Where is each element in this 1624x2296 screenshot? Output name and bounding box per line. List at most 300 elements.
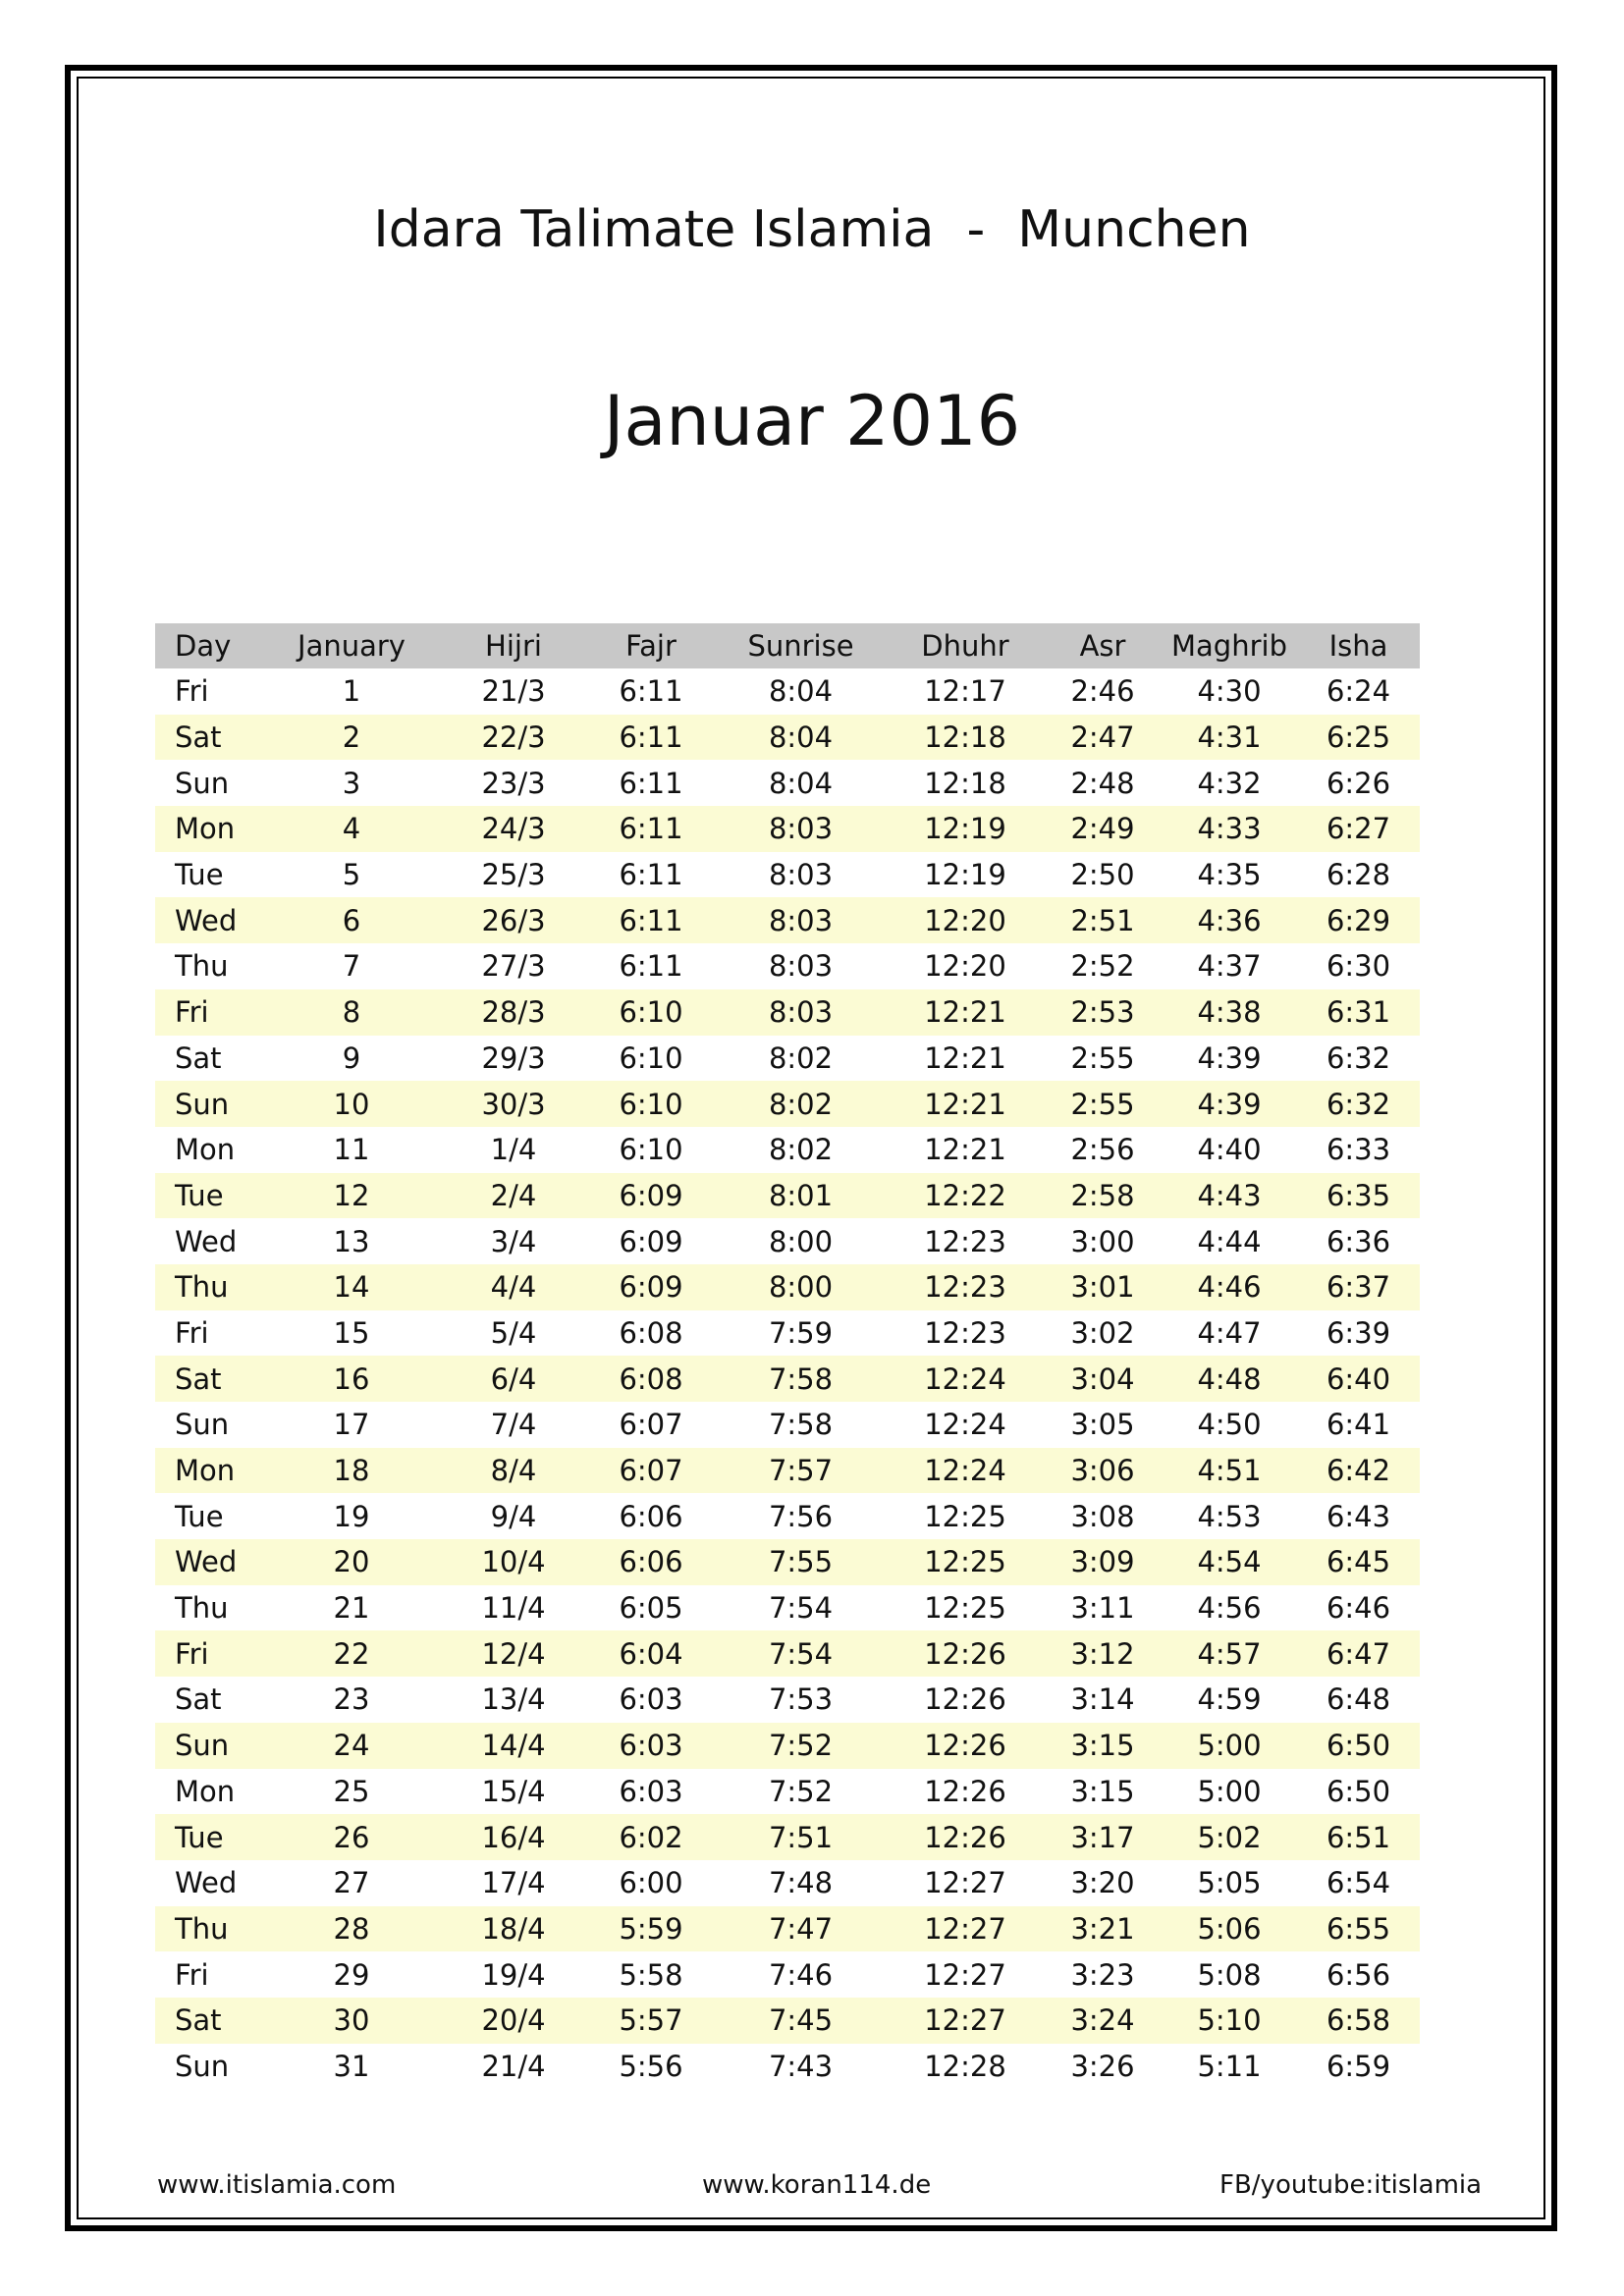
sunrise-cell: 7:55: [715, 1539, 887, 1585]
table-row: [155, 989, 1420, 1036]
dhuhr-cell: 12:19: [887, 806, 1044, 852]
hijri-cell: 9/4: [490, 1499, 537, 1533]
day-cell: Fri: [155, 1630, 263, 1677]
isha-cell: 6:48: [1326, 1682, 1391, 1717]
table-row: [155, 943, 1420, 989]
sunrise-cell: 7:47: [715, 1906, 887, 1952]
dhuhr-cell: 12:25: [924, 1499, 1006, 1533]
day-cell: Sat: [155, 1998, 263, 2044]
fajr-cell: 6:10: [587, 1081, 715, 1127]
hijri-cell: 17/4: [481, 1866, 546, 1900]
sunrise-cell: 7:54: [768, 1591, 834, 1626]
maghrib-cell: 4:59: [1197, 1682, 1262, 1717]
table-row: [155, 1906, 1420, 1952]
table-row: [155, 1448, 1420, 1494]
isha-cell: 6:35: [1297, 1173, 1420, 1219]
hijri-cell: 30/3: [440, 1081, 587, 1127]
hijri-cell: 10/4: [440, 1539, 587, 1585]
dhuhr-cell: 12:20: [924, 949, 1006, 984]
day-cell: Mon: [155, 806, 263, 852]
table-row: [155, 1951, 1420, 1998]
date-cell: 6: [263, 897, 440, 943]
hijri-cell: 22/3: [440, 715, 587, 761]
asr-cell: 3:14: [1070, 1682, 1135, 1717]
date-cell: 4: [263, 806, 440, 852]
fajr-cell: 6:11: [619, 674, 683, 709]
maghrib-cell: 4:53: [1197, 1499, 1262, 1533]
isha-cell: 6:33: [1326, 1133, 1391, 1167]
sunrise-cell: 8:03: [715, 897, 887, 943]
isha-cell: 6:29: [1297, 897, 1420, 943]
table-row: [155, 1264, 1420, 1310]
day-cell: Fri: [175, 674, 209, 709]
hijri-cell: 12/4: [440, 1630, 587, 1677]
asr-cell: 3:09: [1044, 1539, 1162, 1585]
asr-cell: 3:20: [1070, 1866, 1135, 1900]
fajr-cell: 5:57: [587, 1998, 715, 2044]
fajr-cell: 6:08: [619, 1315, 683, 1350]
fajr-cell: 6:11: [619, 858, 683, 892]
day-cell: Mon: [155, 1448, 263, 1494]
asr-cell: 3:00: [1070, 1224, 1135, 1258]
table-row: [155, 1585, 1420, 1631]
sunrise-cell: 8:03: [715, 806, 887, 852]
hijri-cell: 21/3: [481, 674, 546, 709]
fajr-cell: 5:56: [619, 2049, 683, 2083]
hijri-cell: 13/4: [481, 1682, 546, 1717]
asr-cell: 3:01: [1044, 1264, 1162, 1310]
dhuhr-cell: 12:17: [924, 674, 1006, 709]
isha-cell: 6:30: [1326, 949, 1391, 984]
fajr-cell: 6:10: [619, 1041, 683, 1075]
isha-cell: 6:32: [1326, 1041, 1391, 1075]
maghrib-cell: 4:38: [1162, 989, 1297, 1036]
asr-cell: 3:26: [1070, 2049, 1135, 2083]
maghrib-cell: 5:08: [1197, 1957, 1262, 1992]
sunrise-cell: 8:00: [715, 1264, 887, 1310]
day-cell: Tue: [155, 1814, 263, 1860]
dhuhr-cell: 12:18: [924, 766, 1006, 800]
hijri-cell: 2/4: [440, 1173, 587, 1219]
hijri-cell: 25/3: [481, 858, 546, 892]
asr-cell: 3:21: [1044, 1906, 1162, 1952]
asr-cell: 3:17: [1044, 1814, 1162, 1860]
table-row: [155, 1539, 1420, 1585]
column-header-fajr: Fajr: [587, 623, 715, 668]
hijri-cell: 15/4: [481, 1774, 546, 1808]
isha-cell: 6:50: [1297, 1723, 1420, 1769]
dhuhr-cell: 12:25: [924, 1591, 1006, 1626]
column-header-dhuhr: Dhuhr: [887, 623, 1044, 668]
date-cell: 13: [333, 1224, 370, 1258]
fajr-cell: 6:11: [587, 897, 715, 943]
maghrib-cell: 4:50: [1197, 1408, 1262, 1442]
day-cell: Tue: [175, 1499, 224, 1533]
isha-cell: 6:42: [1297, 1448, 1420, 1494]
sunrise-cell: 7:45: [715, 1998, 887, 2044]
date-cell: 12: [263, 1173, 440, 1219]
date-cell: 19: [333, 1499, 370, 1533]
isha-cell: 6:37: [1297, 1264, 1420, 1310]
dhuhr-cell: 12:23: [924, 1224, 1006, 1258]
dhuhr-cell: 12:19: [924, 858, 1006, 892]
sunrise-cell: 7:48: [768, 1866, 834, 1900]
fajr-cell: 6:09: [587, 1173, 715, 1219]
day-cell: Fri: [175, 1315, 209, 1350]
maghrib-cell: 4:36: [1162, 897, 1297, 943]
isha-cell: 6:26: [1326, 766, 1391, 800]
maghrib-cell: 4:30: [1197, 674, 1262, 709]
footer-koran-website: www.koran114.de: [702, 2170, 932, 2200]
column-header-day: Day: [155, 623, 263, 668]
isha-cell: 6:40: [1297, 1356, 1420, 1402]
day-cell: Thu: [175, 949, 229, 984]
dhuhr-cell: 12:23: [887, 1264, 1044, 1310]
sunrise-cell: 7:58: [715, 1356, 887, 1402]
dhuhr-cell: 12:21: [924, 1041, 1006, 1075]
isha-cell: 6:56: [1326, 1957, 1391, 1992]
asr-cell: 2:51: [1044, 897, 1162, 943]
isha-cell: 6:46: [1326, 1591, 1391, 1626]
maghrib-cell: 4:40: [1197, 1133, 1262, 1167]
maghrib-cell: 5:00: [1197, 1774, 1262, 1808]
table-row: [155, 897, 1420, 943]
dhuhr-cell: 12:21: [924, 1133, 1006, 1167]
dhuhr-cell: 12:26: [887, 1723, 1044, 1769]
hijri-cell: 21/4: [481, 2049, 546, 2083]
fajr-cell: 5:58: [619, 1957, 683, 1992]
isha-cell: 6:36: [1326, 1224, 1391, 1258]
hijri-cell: 18/4: [440, 1906, 587, 1952]
maghrib-cell: 5:11: [1197, 2049, 1262, 2083]
day-cell: Thu: [175, 1591, 229, 1626]
isha-cell: 6:31: [1297, 989, 1420, 1036]
hijri-cell: 14/4: [440, 1723, 587, 1769]
date-cell: 24: [263, 1723, 440, 1769]
asr-cell: 2:47: [1044, 715, 1162, 761]
day-cell: Wed: [175, 1866, 238, 1900]
date-cell: 30: [263, 1998, 440, 2044]
maghrib-cell: 4:43: [1162, 1173, 1297, 1219]
maghrib-cell: 4:31: [1162, 715, 1297, 761]
day-cell: Thu: [155, 1906, 263, 1952]
hijri-cell: 1/4: [490, 1133, 537, 1167]
maghrib-cell: 4:48: [1162, 1356, 1297, 1402]
maghrib-cell: 4:51: [1162, 1448, 1297, 1494]
fajr-cell: 6:10: [619, 1133, 683, 1167]
hijri-cell: 19/4: [481, 1957, 546, 1992]
maghrib-cell: 4:37: [1197, 949, 1262, 984]
day-cell: Mon: [175, 1133, 236, 1167]
sunrise-cell: 8:02: [768, 1133, 834, 1167]
maghrib-cell: 5:02: [1162, 1814, 1297, 1860]
dhuhr-cell: 12:18: [887, 715, 1044, 761]
date-cell: 7: [342, 949, 361, 984]
fajr-cell: 6:10: [587, 989, 715, 1036]
hijri-cell: 23/3: [481, 766, 546, 800]
date-cell: 31: [333, 2049, 370, 2083]
dhuhr-cell: 12:24: [887, 1448, 1044, 1494]
table-row: [155, 1127, 1420, 1173]
date-cell: 28: [263, 1906, 440, 1952]
day-cell: Sun: [175, 2049, 230, 2083]
hijri-cell: 24/3: [440, 806, 587, 852]
date-cell: 22: [263, 1630, 440, 1677]
table-row: [155, 806, 1420, 852]
date-cell: 15: [333, 1315, 370, 1350]
date-cell: 17: [333, 1408, 370, 1442]
table-row: [155, 1402, 1420, 1448]
fajr-cell: 6:07: [619, 1408, 683, 1442]
table-header-row: [155, 623, 1420, 668]
day-cell: Tue: [155, 1173, 263, 1219]
sunrise-cell: 7:58: [768, 1408, 834, 1442]
table-row: [155, 2044, 1420, 2090]
date-cell: 1: [342, 674, 361, 709]
asr-cell: 2:55: [1044, 1081, 1162, 1127]
table-row: [155, 1860, 1420, 1906]
fajr-cell: 6:04: [587, 1630, 715, 1677]
day-cell: Sat: [175, 1041, 222, 1075]
maghrib-cell: 4:54: [1162, 1539, 1297, 1585]
asr-cell: 3:11: [1070, 1591, 1135, 1626]
dhuhr-cell: 12:26: [887, 1630, 1044, 1677]
sunrise-cell: 7:52: [768, 1774, 834, 1808]
date-cell: 20: [263, 1539, 440, 1585]
hijri-cell: 8/4: [440, 1448, 587, 1494]
fajr-cell: 6:07: [587, 1448, 715, 1494]
asr-cell: 3:12: [1044, 1630, 1162, 1677]
day-cell: Fri: [155, 989, 263, 1036]
table-row: [155, 852, 1420, 898]
hijri-cell: 28/3: [440, 989, 587, 1036]
table-row: [155, 1310, 1420, 1357]
fajr-cell: 6:11: [619, 766, 683, 800]
asr-cell: 2:48: [1070, 766, 1135, 800]
day-cell: Sun: [175, 1408, 230, 1442]
isha-cell: 6:58: [1297, 1998, 1420, 2044]
isha-cell: 6:50: [1326, 1774, 1391, 1808]
asr-cell: 3:15: [1070, 1774, 1135, 1808]
sunrise-cell: 8:03: [768, 858, 834, 892]
date-cell: 8: [263, 989, 440, 1036]
day-cell: Sun: [155, 1723, 263, 1769]
isha-cell: 6:32: [1297, 1081, 1420, 1127]
day-cell: Sun: [175, 766, 230, 800]
date-cell: 18: [263, 1448, 440, 1494]
fajr-cell: 6:06: [587, 1539, 715, 1585]
hijri-cell: 11/4: [481, 1591, 546, 1626]
asr-cell: 3:24: [1044, 1998, 1162, 2044]
sunrise-cell: 7:54: [715, 1630, 887, 1677]
dhuhr-cell: 12:23: [924, 1315, 1006, 1350]
maghrib-cell: 4:32: [1197, 766, 1262, 800]
sunrise-cell: 7:46: [768, 1957, 834, 1992]
day-cell: Sun: [155, 1081, 263, 1127]
dhuhr-cell: 12:21: [887, 1081, 1044, 1127]
date-cell: 14: [263, 1264, 440, 1310]
dhuhr-cell: 12:27: [887, 1998, 1044, 2044]
column-header-sunrise: Sunrise: [715, 623, 887, 668]
day-cell: Sat: [155, 715, 263, 761]
date-cell: 3: [342, 766, 361, 800]
dhuhr-cell: 12:21: [887, 989, 1044, 1036]
fajr-cell: 6:00: [619, 1866, 683, 1900]
sunrise-cell: 8:04: [768, 674, 834, 709]
asr-cell: 3:15: [1044, 1723, 1162, 1769]
hijri-cell: 27/3: [481, 949, 546, 984]
fajr-cell: 6:08: [587, 1356, 715, 1402]
day-cell: Sat: [155, 1356, 263, 1402]
dhuhr-cell: 12:20: [887, 897, 1044, 943]
date-cell: 5: [342, 858, 361, 892]
asr-cell: 2:53: [1044, 989, 1162, 1036]
table-row: [155, 1081, 1420, 1127]
table-row: [155, 1218, 1420, 1264]
column-header-asr: Asr: [1044, 623, 1162, 668]
asr-cell: 2:55: [1070, 1041, 1135, 1075]
date-cell: 27: [333, 1866, 370, 1900]
asr-cell: 3:23: [1070, 1957, 1135, 1992]
table-row: [155, 668, 1420, 715]
asr-cell: 3:04: [1044, 1356, 1162, 1402]
date-cell: 23: [333, 1682, 370, 1717]
asr-cell: 2:50: [1070, 858, 1135, 892]
hijri-cell: 26/3: [440, 897, 587, 943]
asr-cell: 2:58: [1044, 1173, 1162, 1219]
day-cell: Tue: [175, 858, 224, 892]
sunrise-cell: 8:02: [715, 1081, 887, 1127]
fajr-cell: 5:59: [587, 1906, 715, 1952]
asr-cell: 2:49: [1044, 806, 1162, 852]
isha-cell: 6:45: [1297, 1539, 1420, 1585]
asr-cell: 3:08: [1070, 1499, 1135, 1533]
hijri-cell: 16/4: [440, 1814, 587, 1860]
isha-cell: 6:47: [1297, 1630, 1420, 1677]
dhuhr-cell: 12:27: [924, 1866, 1006, 1900]
dhuhr-cell: 12:26: [924, 1682, 1006, 1717]
dhuhr-cell: 12:27: [887, 1906, 1044, 1952]
fajr-cell: 6:09: [619, 1224, 683, 1258]
fajr-cell: 6:03: [587, 1723, 715, 1769]
sunrise-cell: 7:51: [715, 1814, 887, 1860]
maghrib-cell: 4:46: [1162, 1264, 1297, 1310]
prayer-times-table: [155, 623, 1420, 2089]
maghrib-cell: 5:05: [1197, 1866, 1262, 1900]
isha-cell: 6:51: [1297, 1814, 1420, 1860]
date-cell: 10: [263, 1081, 440, 1127]
table-row: [155, 1036, 1420, 1082]
fajr-cell: 6:02: [587, 1814, 715, 1860]
dhuhr-cell: 12:25: [887, 1539, 1044, 1585]
day-cell: Mon: [175, 1774, 236, 1808]
table-row: [155, 760, 1420, 806]
sunrise-cell: 7:52: [715, 1723, 887, 1769]
fajr-cell: 6:05: [619, 1591, 683, 1626]
asr-cell: 3:05: [1070, 1408, 1135, 1442]
table-row: [155, 1814, 1420, 1860]
asr-cell: 2:52: [1070, 949, 1135, 984]
maghrib-cell: 4:39: [1162, 1081, 1297, 1127]
day-cell: Wed: [155, 1539, 263, 1585]
isha-cell: 6:55: [1297, 1906, 1420, 1952]
asr-cell: 3:06: [1044, 1448, 1162, 1494]
sunrise-cell: 8:00: [768, 1224, 834, 1258]
month-title: Januar 2016: [603, 381, 1021, 461]
sunrise-cell: 8:02: [768, 1041, 834, 1075]
footer-website: www.itislamia.com: [157, 2170, 397, 2200]
table-row: [155, 1677, 1420, 1723]
table-row: [155, 1998, 1420, 2044]
column-header-hijri: Hijri: [440, 623, 587, 668]
isha-cell: 6:54: [1326, 1866, 1391, 1900]
organization-title: Idara Talimate Islamia - Munchen: [373, 200, 1251, 259]
isha-cell: 6:59: [1326, 2049, 1391, 2083]
hijri-cell: 5/4: [490, 1315, 537, 1350]
sunrise-cell: 8:04: [715, 715, 887, 761]
sunrise-cell: 8:04: [768, 766, 834, 800]
maghrib-cell: 4:44: [1197, 1224, 1262, 1258]
day-cell: Sat: [175, 1682, 222, 1717]
column-header-maghrib: Maghrib: [1162, 623, 1297, 668]
isha-cell: 6:41: [1326, 1408, 1391, 1442]
isha-cell: 6:39: [1326, 1315, 1391, 1350]
sunrise-cell: 7:53: [768, 1682, 834, 1717]
sunrise-cell: 8:03: [768, 949, 834, 984]
maghrib-cell: 4:56: [1197, 1591, 1262, 1626]
column-header-january: January: [263, 623, 440, 668]
sunrise-cell: 8:03: [715, 989, 887, 1036]
table-row: [155, 1723, 1420, 1769]
table-row: [155, 1173, 1420, 1219]
date-cell: 16: [263, 1356, 440, 1402]
date-cell: 11: [333, 1133, 370, 1167]
maghrib-cell: 5:00: [1162, 1723, 1297, 1769]
day-cell: Wed: [155, 897, 263, 943]
maghrib-cell: 5:10: [1162, 1998, 1297, 2044]
maghrib-cell: 4:47: [1197, 1315, 1262, 1350]
date-cell: 29: [333, 1957, 370, 1992]
dhuhr-cell: 12:27: [924, 1957, 1006, 1992]
fajr-cell: 6:11: [619, 949, 683, 984]
fajr-cell: 6:03: [619, 1774, 683, 1808]
fajr-cell: 6:11: [587, 715, 715, 761]
column-header-isha: Isha: [1297, 623, 1420, 668]
isha-cell: 6:24: [1326, 674, 1391, 709]
table-row: [155, 715, 1420, 761]
fajr-cell: 6:03: [619, 1682, 683, 1717]
hijri-cell: 4/4: [440, 1264, 587, 1310]
dhuhr-cell: 12:26: [887, 1814, 1044, 1860]
hijri-cell: 3/4: [490, 1224, 537, 1258]
sunrise-cell: 8:01: [715, 1173, 887, 1219]
dhuhr-cell: 12:22: [887, 1173, 1044, 1219]
table-row: [155, 1769, 1420, 1815]
day-cell: Wed: [175, 1224, 238, 1258]
day-cell: Thu: [155, 1264, 263, 1310]
sunrise-cell: 7:59: [768, 1315, 834, 1350]
asr-cell: 3:02: [1070, 1315, 1135, 1350]
sunrise-cell: 7:56: [768, 1499, 834, 1533]
maghrib-cell: 4:39: [1197, 1041, 1262, 1075]
asr-cell: 2:56: [1070, 1133, 1135, 1167]
fajr-cell: 6:11: [587, 806, 715, 852]
day-cell: Fri: [175, 1957, 209, 1992]
hijri-cell: 6/4: [440, 1356, 587, 1402]
date-cell: 9: [342, 1041, 361, 1075]
dhuhr-cell: 12:24: [887, 1356, 1044, 1402]
isha-cell: 6:27: [1297, 806, 1420, 852]
